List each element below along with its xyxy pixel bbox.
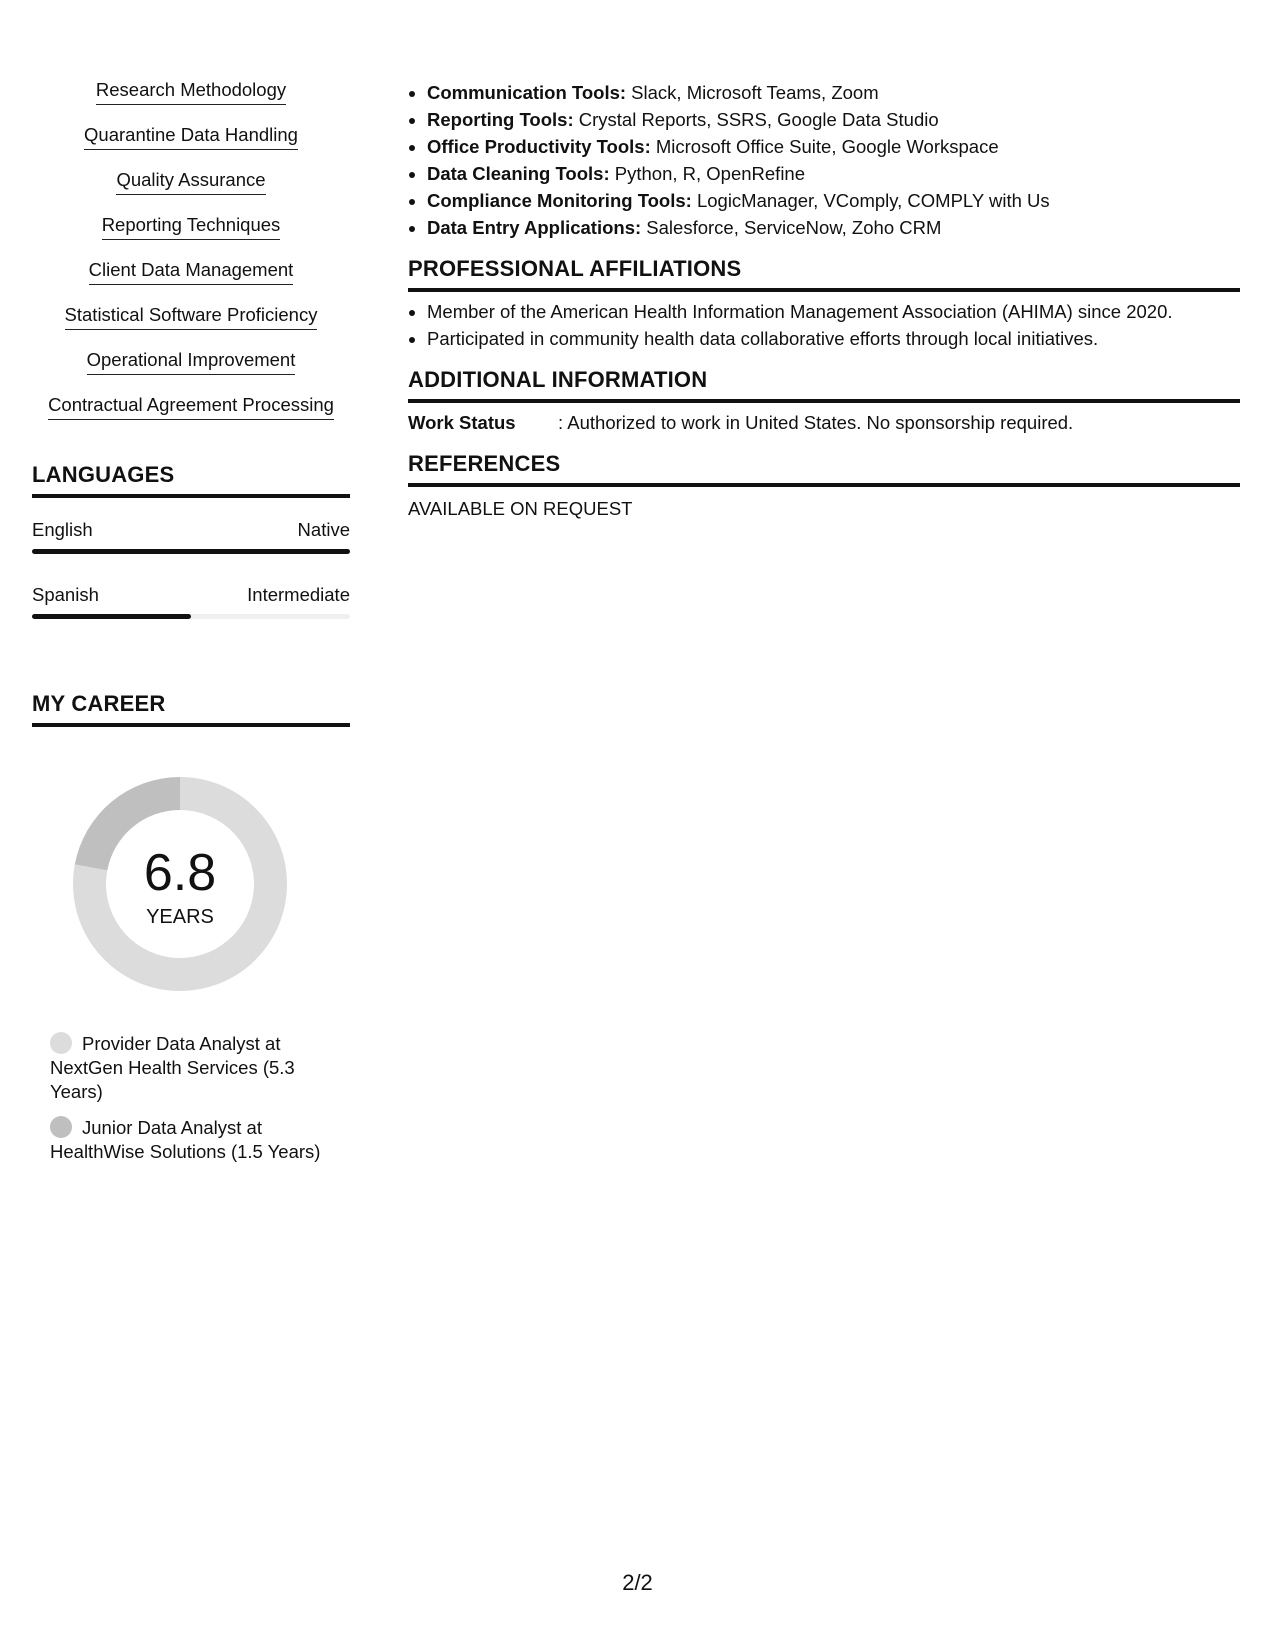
legend-dot-icon (50, 1032, 72, 1054)
tools-label: Office Productivity Tools: (427, 136, 651, 157)
legend-dot-icon (50, 1116, 72, 1138)
tools-value: Slack, Microsoft Teams, Zoom (626, 82, 879, 103)
language-bar (32, 549, 350, 554)
language-bar-fill (32, 549, 350, 554)
language-item (32, 583, 350, 619)
skill-label: Research Methodology (96, 78, 286, 105)
skill-label: Operational Improvement (87, 348, 296, 375)
tools-list (408, 79, 1240, 241)
skill-label: Quarantine Data Handling (84, 123, 298, 150)
skill-label: Client Data Management (89, 258, 294, 285)
skill-item (32, 213, 350, 258)
language-bar-fill (32, 614, 191, 619)
language-level: Native (297, 519, 350, 540)
tools-value: Microsoft Office Suite, Google Workspace (650, 136, 999, 157)
languages-section (32, 462, 350, 619)
tools-label: Communication Tools: (427, 82, 627, 103)
language-item (32, 518, 350, 554)
skill-item (32, 123, 350, 168)
tools-item (427, 133, 1240, 160)
affiliations-title: PROFESSIONAL AFFILIATIONS (408, 256, 1240, 292)
skill-item (32, 258, 350, 303)
work-status-row (408, 409, 1240, 436)
legend-item (50, 1032, 340, 1104)
references-title: REFERENCES (408, 451, 1240, 487)
legend-label: Provider Data Analyst at NextGen Health Services (5.3 Years) (50, 1033, 295, 1102)
legend-label: Junior Data Analyst at HealthWise Solutions (1.5 Years) (50, 1117, 321, 1162)
skill-item (32, 393, 350, 438)
references-section (408, 451, 1240, 522)
language-level: Intermediate (247, 584, 350, 605)
career-legend (32, 1032, 350, 1164)
skill-item (32, 348, 350, 393)
additional-section (408, 367, 1240, 436)
references-text: AVAILABLE ON REQUEST (408, 498, 633, 519)
tools-label: Reporting Tools: (427, 109, 574, 130)
career-title: MY CAREER (32, 691, 350, 727)
career-total-unit: YEARS (146, 906, 214, 928)
affiliation-item: • Participated in community health data collaborative efforts through local initiatives. (427, 325, 1240, 352)
tools-label: Data Cleaning Tools: (427, 163, 610, 184)
tools-value: LogicManager, VComply, COMPLY with Us (691, 190, 1050, 211)
tools-item (427, 79, 1240, 106)
page-number: 2/2 (622, 1570, 653, 1595)
work-status-label: Work Status (408, 412, 516, 433)
language-name: English (32, 519, 93, 540)
language-bar (32, 614, 350, 619)
tools-value: Python, R, OpenRefine (609, 163, 806, 184)
tools-label: Data Entry Applications: (427, 217, 642, 238)
right-column (408, 79, 1240, 522)
skill-label: Quality Assurance (116, 168, 265, 195)
skills-list (32, 78, 350, 438)
skill-item (32, 168, 350, 213)
skill-label: Statistical Software Proficiency (65, 303, 318, 330)
tools-value: Crystal Reports, SSRS, Google Data Studio (573, 109, 939, 130)
career-total-value: 6.8 (143, 844, 217, 902)
affiliations-list (408, 298, 1240, 352)
tools-item (427, 106, 1240, 133)
languages-title: LANGUAGES (32, 462, 350, 498)
skill-label: Reporting Techniques (102, 213, 281, 240)
tools-item (427, 187, 1240, 214)
skill-item (32, 303, 350, 348)
career-section (32, 691, 350, 1164)
additional-title: ADDITIONAL INFORMATION (408, 367, 1240, 403)
work-status-value: : Authorized to work in United States. No sponsorship required. (558, 412, 1074, 433)
left-column (32, 78, 350, 1164)
career-donut (67, 771, 293, 997)
tools-label: Compliance Monitoring Tools: (427, 190, 692, 211)
skill-label: Contractual Agreement Processing (48, 393, 334, 420)
tools-value: Salesforce, ServiceNow, Zoho CRM (641, 217, 942, 238)
tools-item (427, 160, 1240, 187)
legend-item (50, 1116, 340, 1164)
tools-item (427, 214, 1240, 241)
affiliation-item: • Member of the American Health Information Management Association (AHIMA) since 2020. (427, 298, 1240, 325)
language-name: Spanish (32, 584, 99, 605)
skill-item (32, 78, 350, 123)
affiliations-section (408, 256, 1240, 352)
